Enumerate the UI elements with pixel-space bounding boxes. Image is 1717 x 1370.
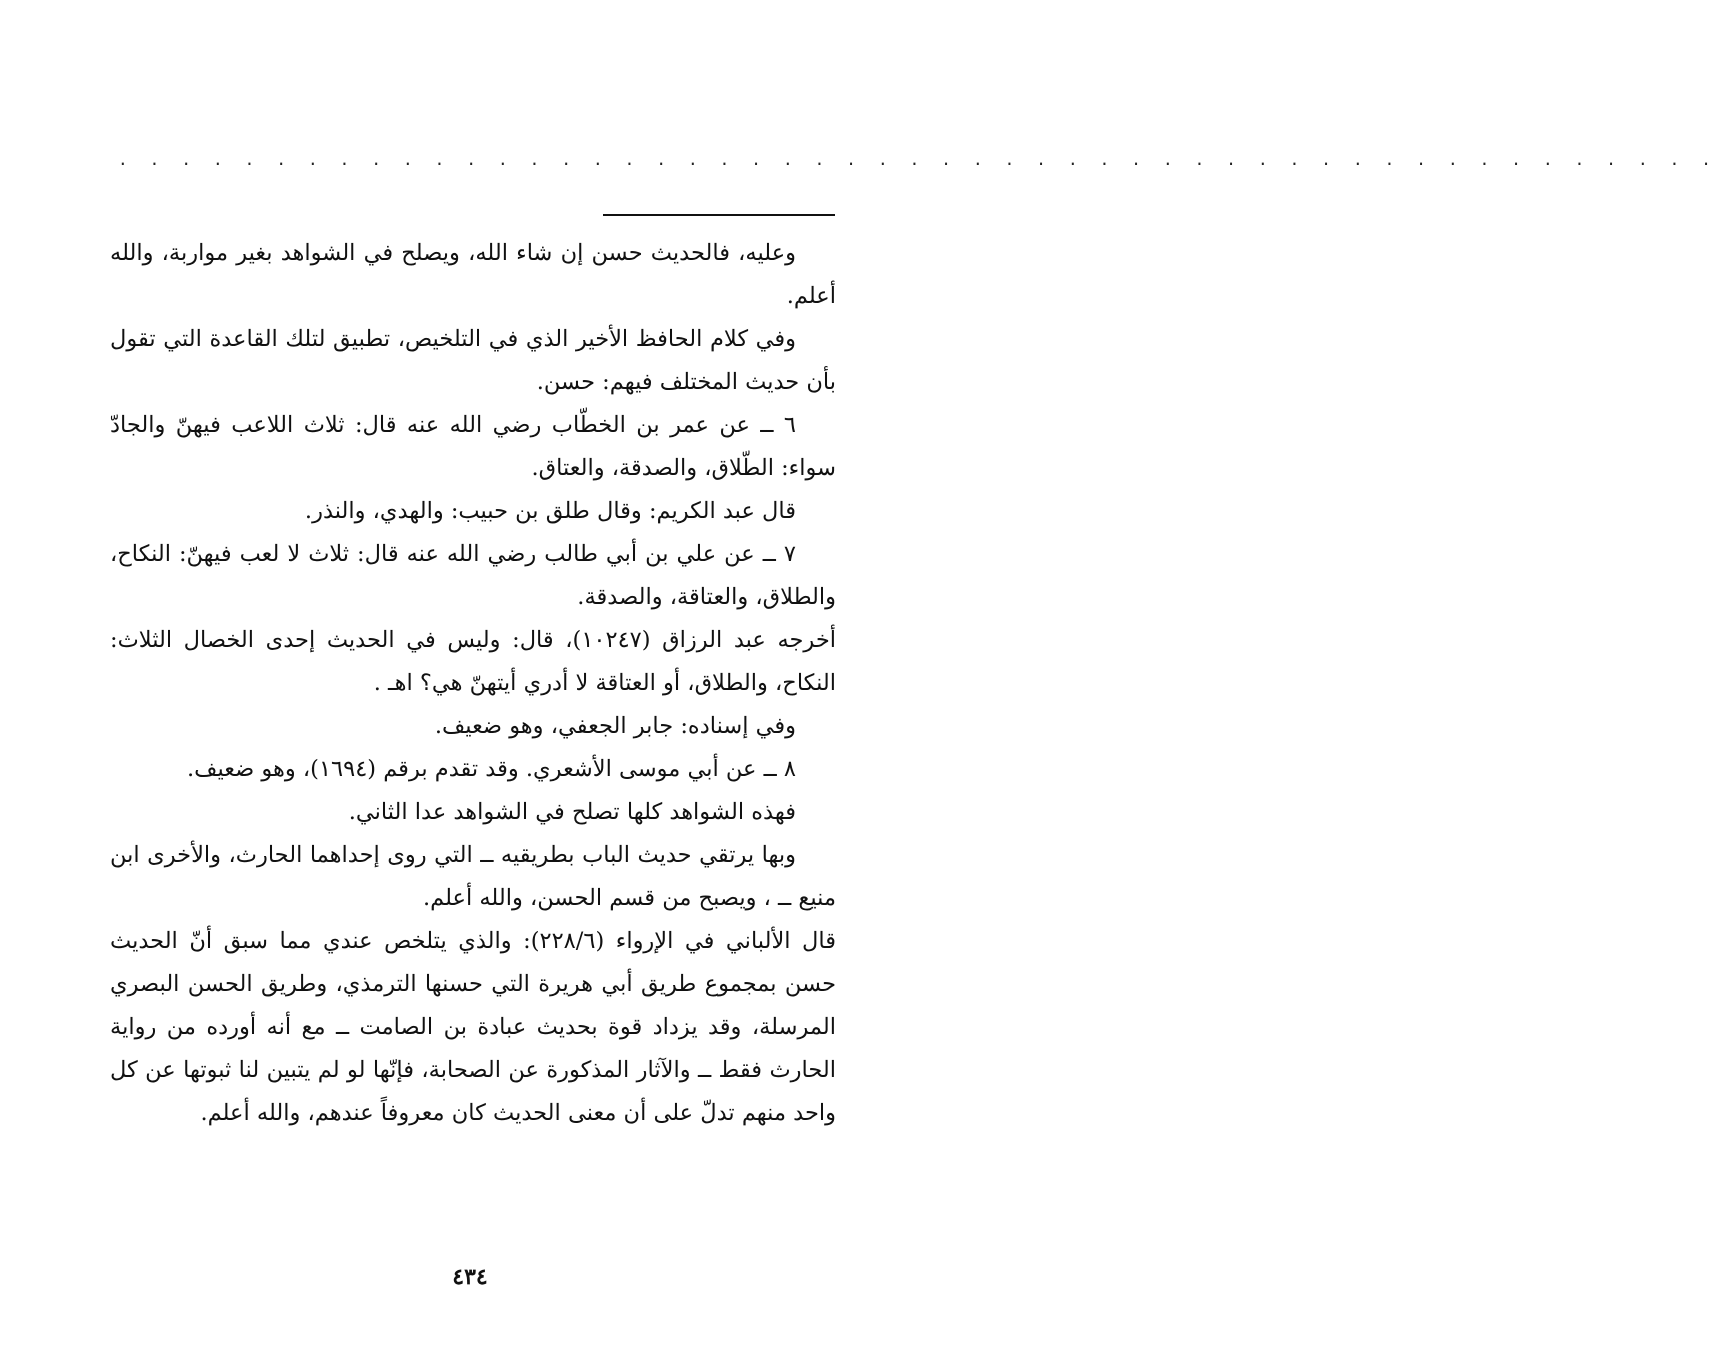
footnote-text — [110, 232, 836, 1135]
paragraph: ٧ ــ عن علي بن أبي طالب رضي الله عنه قال: ثلاث لا لعب فيهنّ: النكاح، والطلاق، والعتاقة، والصدقة. — [110, 541, 836, 610]
paragraph: قال عبد الكريم: وقال طلق بن حبيب: والهدي، والنذر. — [304, 498, 796, 524]
dotted-separator: . . . . . . . . . . . . . . . . . . . . . . . . . . . . . . . . . . . . . . . . . . . . . . . . . . . — [118, 150, 1717, 169]
paragraph: فهذه الشواهد كلها تصلح في الشواهد عدا الثاني. — [348, 799, 796, 825]
paragraph: ٨ ــ عن أبي موسى الأشعري. وقد تقدم برقم (١٦٩٤)، وهو ضعيف. — [187, 756, 796, 782]
paragraph: وفي إسناده: جابر الجعفي، وهو ضعيف. — [434, 713, 796, 739]
paragraph: أخرجه عبد الرزاق (١٠٢٤٧)، قال: وليس في الحديث إحدى الخصال الثلاث: النكاح، والطلاق، أو العتاقة لا أدري أيتهنّ هي؟ اهـ . — [110, 627, 837, 696]
paragraph: قال الألباني في الإرواء (٢٢٨/٦): والذي يتلخص عندي مما سبق أنّ الحديث حسن بمجموع طريق أبي هريرة التي حسنها الترمذي، وطريق الحسن البصري المرسلة، وقد يزداد قوة بحديث عبادة بن الصامت ــ مع أنه أورده من رواية الحارث فقط ــ والآثار المذكورة عن الصحابة، فإنّها لو لم يتبين لنا ثبوتها عن كل واحد منهم تدلّ على أن معنى الحديث كان معروفاً عندهم، والله أعلم. — [110, 928, 837, 1126]
footnote-rule — [603, 214, 835, 216]
paragraph: وفي كلام الحافظ الأخير الذي في التلخيص، تطبيق لتلك القاعدة التي تقول بأن حديث المختلف فيهم: حسن. — [110, 326, 836, 395]
paragraph: ٦ ــ عن عمر بن الخطّاب رضي الله عنه قال: ثلاث اللاعب فيهنّ والجادّ سواء: الطّلاق، والصدقة، والعتاق. — [110, 412, 836, 481]
page-number: ٤٣٤ — [452, 1264, 488, 1290]
paragraph: وعليه، فالحديث حسن إن شاء الله، ويصلح في الشواهد بغير مواربة، والله أعلم. — [110, 240, 836, 309]
paragraph: وبها يرتقي حديث الباب بطريقيه ــ التي روى إحداهما الحارث، والأخرى ابن منيع ــ ، ويصبح من قسم الحسن، والله أعلم. — [110, 842, 836, 911]
